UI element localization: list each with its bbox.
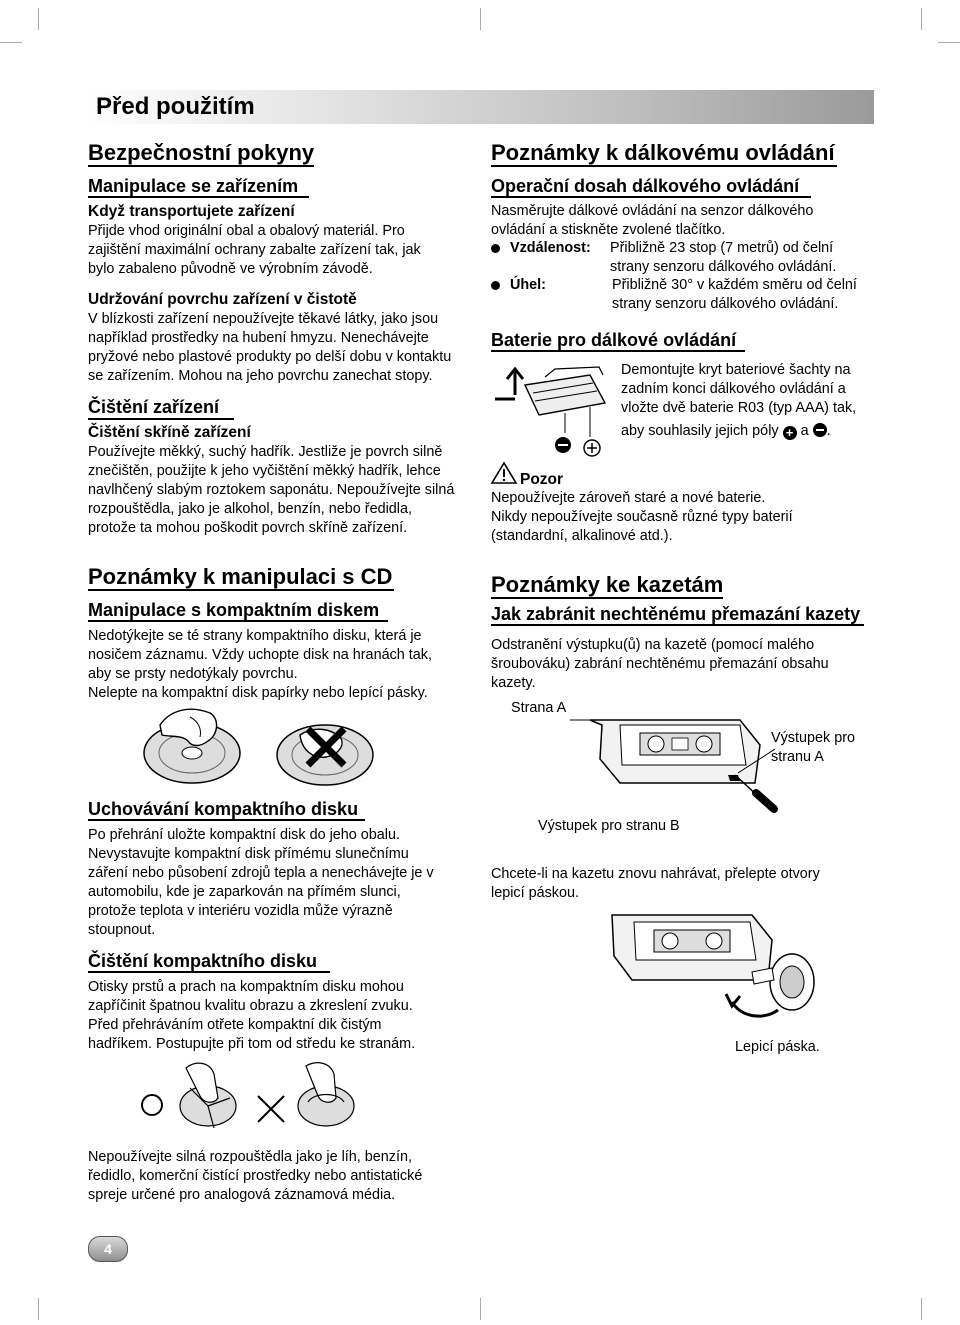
safety-heading: Bezpečnostní pokyny [88, 140, 315, 165]
cassette-tape-illustration [592, 910, 832, 1030]
crop-mark [480, 1298, 481, 1320]
battery-polarity-line: aby souhlasily jejich póly + a . [621, 423, 831, 440]
side-a-label: Strana A [511, 700, 567, 716]
tab-a-label: Výstupek pro stranu A [771, 730, 855, 765]
plus-pole-icon: + [783, 426, 797, 440]
crop-mark [921, 1298, 922, 1320]
minus-pole-icon [813, 423, 827, 437]
cd-storage-heading: Uchovávání kompaktního disku [88, 799, 359, 819]
erase-heading: Jak zabránit nechtěnému přemazání kazety [491, 604, 861, 624]
rerecord-text: Chcete-li na kazetu znovu nahrávat, přelepte otvory lepicí páskou. [491, 866, 820, 901]
crop-mark [938, 42, 960, 43]
bullet [491, 244, 500, 253]
erase-text: Odstranění výstupku(ů) na kazetě (pomocí malého šroubováku) zabrání nechtěnému přemazání obsahu kazety. [491, 637, 829, 691]
bullet [491, 281, 500, 290]
cd-notes-heading: Poznámky k manipulaci s CD [88, 564, 393, 589]
remote-heading: Poznámky k dálkovému ovládání [491, 140, 835, 165]
distance-label: Vzdálenost: [510, 240, 591, 256]
solvent-warning: Nepoužívejte silná rozpouštědla jako je líh, benzín, ředidlo, komerční čistící prostředky nebo antistatické spreje určené pro analogová záznamová média. [88, 1149, 423, 1203]
cd-handling-text: Nedotýkejte se té strany kompaktního disku, která je nosičem záznamu. Vždy uchopte disk na hranách tak, aby se prsty nedotýkaly povrchu. Nelepte na kompaktní disk papírky nebo lepící pásky. [88, 628, 432, 701]
crop-mark [921, 8, 922, 30]
battery-text: Demontujte kryt bateriové šachty na zadním konci dálkového ovládání a vložte dvě baterie R03 (typ AAA) tak, [621, 362, 857, 416]
page-number: 4 [88, 1236, 128, 1262]
distance-text: Přibližně 23 stop (7 metrů) od čelní strany senzoru dálkového ovládání. [610, 240, 837, 275]
cd-handling-heading: Manipulace s kompaktním diskem [88, 600, 380, 620]
cassette-heading: Poznámky ke kazetám [491, 572, 724, 597]
crop-mark [38, 1298, 39, 1320]
surface-text: V blízkosti zařízení nepoužívejte těkavé látky, jako jsou například prostředky na hubení hmyzu. Nenechávejte pryžové nebo plastové produkty po delší dobu v kontaktu se zařízením. Mohou na jeho povrchu zanechat stopy. [88, 311, 452, 384]
cd-storage-text: Po přehrání uložte kompaktní disk do jeho obalu. Nevystavujte kompaktní disk přímému slunečnímu záření nebo působení zdrojů tepla a nenechávejte je v automobilu, kde je zaparkován na přímém slunci, protože teplota v interiéru vozidla může výrazně stoupnout. [88, 827, 434, 938]
cabinet-text: Používejte měkký, suchý hadřík. Jestliže je povrch silně znečištěn, použijte k jeho vyčištění měkký hadřík, lehce navlhčený slabým roztokem saponátu. Nepoužívejte silná rozpouštědla, jako je alkohol, benzín, nebo ředidla, protože ta mohou poškodit povrch skříně zařízení. [88, 444, 455, 536]
cd-cleaning-text: Otisky prstů a prach na kompaktním disku mohou zapříčinit špatnou kvalitu obrazu a zkreslení zvuku. Před přehráváním otřete kompaktní dik čistým hadříkem. Postupujte při tom od středu ke stranám. [88, 979, 416, 1052]
tab-b-label: Výstupek pro stranu B [538, 818, 680, 834]
cassette-tab-illustration [560, 705, 780, 815]
tape-label: Lepicí páska. [735, 1039, 820, 1055]
surface-heading: Udržování povrchu zařízení v čistotě [88, 291, 357, 308]
page-title: Před použitím [96, 93, 255, 120]
range-heading: Operační dosah dálkového ovládání [491, 176, 800, 196]
angle-label: Úhel: [510, 277, 546, 293]
angle-text: Přibližně 30° v každém směru od čelní strany senzoru dálkového ovládání. [612, 277, 857, 312]
crop-mark [38, 8, 39, 30]
transport-heading: Když transportujete zařízení [88, 203, 295, 220]
battery-heading: Baterie pro dálkové ovládání [491, 330, 737, 350]
crop-mark [480, 8, 481, 30]
cabinet-heading: Čištění skříně zařízení [88, 424, 251, 441]
crop-mark [0, 42, 22, 43]
warning-triangle-icon [491, 462, 517, 484]
handling-heading: Manipulace se zařízením [88, 176, 299, 196]
cd-handling-illustration [130, 705, 390, 795]
cd-cleaning-heading: Čištění kompaktního disku [88, 951, 318, 971]
remote-battery-illustration [495, 365, 615, 460]
range-text: Nasměrujte dálkové ovládání na senzor dálkového ovládání a stiskněte zvolené tlačítko. [491, 203, 814, 238]
transport-text: Přijde vhod originální obal a obalový materiál. Pro zajištění maximální ochrany zabalte zařízení tak, jak bylo zabaleno původně ve výrobním závodě. [88, 223, 421, 277]
cleaning-heading: Čištění zařízení [88, 397, 220, 417]
caution-label: Pozor [520, 471, 564, 488]
caution-text: Nepoužívejte zároveň staré a nové baterie. Nikdy nepoužívejte současně různé typy baterií (standardní, alkalinové atd.). [491, 490, 793, 544]
cd-cleaning-illustration [138, 1058, 368, 1138]
